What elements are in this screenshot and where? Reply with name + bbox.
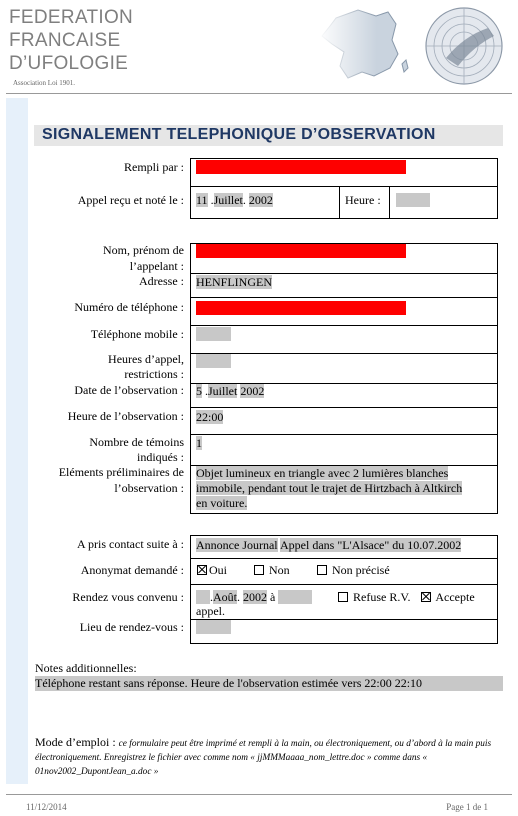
org-name (9, 6, 189, 75)
anonymat-non-precise[interactable] (317, 563, 390, 577)
mode-emploi-label: Mode d’emploi : (35, 735, 116, 749)
redacted-telephone[interactable] (196, 301, 406, 315)
redacted-rempli-par[interactable] (196, 160, 406, 174)
anonymat-non-label: Non (269, 563, 290, 577)
footer-date: 11/12/2014 (26, 802, 67, 812)
label-elements-1: Eléments préliminaires de (58, 465, 184, 479)
mode-emploi-text: ce formulaire peut être imprimé et rempli à la main, ou électroniquement, ou d’abord à la main puis électroniquement. Enregistrez le fichier avec comme nom « jjMMMaaaa_nom_lettre.doc » comme dans « 01nov2002_DupontJean_a.doc » (35, 739, 492, 777)
rdv-year: 2002 (243, 590, 267, 604)
checkbox-checked-icon[interactable] (197, 565, 207, 575)
label-date-obs: Date de l’observation : (74, 383, 184, 397)
refuse-label: Refuse R.V. (353, 590, 411, 604)
label-appel-recu: Appel reçu et noté le : (77, 193, 184, 207)
anonymat-non-precise-label: Non précisé (332, 563, 390, 577)
rdv-accepte[interactable] (421, 590, 475, 604)
france-map-logo (318, 6, 514, 92)
label-heure: Heure : (345, 193, 381, 207)
form-title-band (34, 125, 503, 146)
field-rdv[interactable]: .Août. 2002 à (196, 590, 312, 604)
label-adresse: Adresse : (139, 274, 184, 288)
label-lieu: Lieu de rendez-vous : (79, 620, 184, 634)
label-rempli-par: Rempli par : (124, 160, 184, 174)
label-heures-2: restrictions : (124, 367, 184, 381)
label-nom-1: Nom, prénom de (103, 243, 184, 257)
org-name-line3: D’UFOLOGIE (9, 53, 129, 74)
rdv-refuse[interactable] (338, 590, 410, 604)
date-appel-year: 2002 (248, 193, 273, 207)
elements-line3: en voiture. (196, 496, 248, 510)
org-name-line1: FEDERATION (9, 7, 134, 28)
field-mobile[interactable] (196, 327, 231, 341)
contact-source: Annonce Journal (196, 538, 278, 552)
field-contact[interactable] (196, 538, 461, 552)
checkbox-checked-icon[interactable] (421, 592, 431, 602)
label-heure-obs: Heure de l’observation : (67, 409, 184, 423)
label-contact: A pris contact suite à : (77, 537, 184, 551)
checkbox-icon[interactable] (317, 565, 327, 575)
footer-page: Page 1 de 1 (446, 802, 488, 812)
left-margin-bar (6, 98, 28, 784)
anonymat-oui[interactable] (197, 563, 227, 577)
label-temoins-2: indiqués : (137, 450, 184, 464)
field-heures-appel[interactable] (196, 354, 231, 368)
field-heure-obs[interactable] (196, 410, 223, 424)
field-temoins[interactable] (196, 436, 202, 450)
date-obs-year: 2002 (240, 384, 265, 398)
date-obs-day: 5 (196, 384, 202, 398)
field-date-appel[interactable]: 11 .Juillet. 2002 (196, 193, 273, 207)
notes-label: Notes additionnelles: (35, 661, 137, 675)
org-name-line2: FRANCAISE (9, 30, 121, 51)
notes-field[interactable]: Téléphone restant sans réponse. Heure de l'observation estimée vers 22:00 22:10 (35, 676, 503, 691)
label-telephone: Numéro de téléphone : (74, 300, 184, 314)
adresse-value: HENFLINGEN (196, 275, 272, 289)
footer-divider (6, 794, 512, 795)
date-appel-day: 11 (196, 193, 208, 207)
temoins-value: 1 (196, 436, 202, 450)
date-obs-month: Juillet (208, 384, 238, 398)
org-subtitle: Association Loi 1901. (13, 79, 76, 87)
accepte-suffix: appel. (196, 604, 225, 618)
anonymat-non[interactable] (254, 563, 290, 577)
contact-detail: Appel dans "L'Alsace" du 10.07.2002 (280, 538, 462, 552)
anonymat-oui-label: Oui (209, 563, 227, 577)
label-rdv: Rendez vous convenu : (72, 590, 184, 604)
label-heures-1: Heures d’appel, (108, 352, 184, 366)
date-appel-month: Juillet (213, 193, 243, 207)
label-nom-2: l’appelant : (129, 259, 184, 273)
rdv-month: Août (213, 590, 237, 604)
field-date-obs[interactable]: 5 .Juillet 2002 (196, 384, 265, 398)
label-anonymat: Anonymat demandé : (80, 563, 184, 577)
field-elements[interactable] (196, 466, 462, 511)
mode-emploi (35, 736, 505, 778)
checkbox-icon[interactable] (254, 565, 264, 575)
heure-obs-value: 22:00 (196, 410, 224, 424)
field-lieu-rdv[interactable] (196, 620, 231, 634)
form-title: SIGNALEMENT TELEPHONIQUE D’OBSERVATION (42, 126, 436, 143)
elements-line2: immobile, pendant tout le trajet de Hirtzbach à Altkirch (196, 481, 463, 495)
header-divider (6, 93, 512, 94)
checkbox-icon[interactable] (338, 592, 348, 602)
accepte-label: Accepte (435, 590, 475, 604)
label-temoins-1: Nombre de témoins (89, 435, 184, 449)
redacted-nom-appelant[interactable] (196, 244, 406, 258)
label-elements-2: l’observation : (114, 481, 184, 495)
field-adresse[interactable] (196, 275, 272, 289)
label-mobile: Téléphone mobile : (90, 327, 184, 341)
rdv-a: à (270, 590, 276, 604)
elements-line1: Objet lumineux en triangle avec 2 lumières blanches (196, 466, 449, 480)
field-heure-appel[interactable] (396, 193, 430, 207)
